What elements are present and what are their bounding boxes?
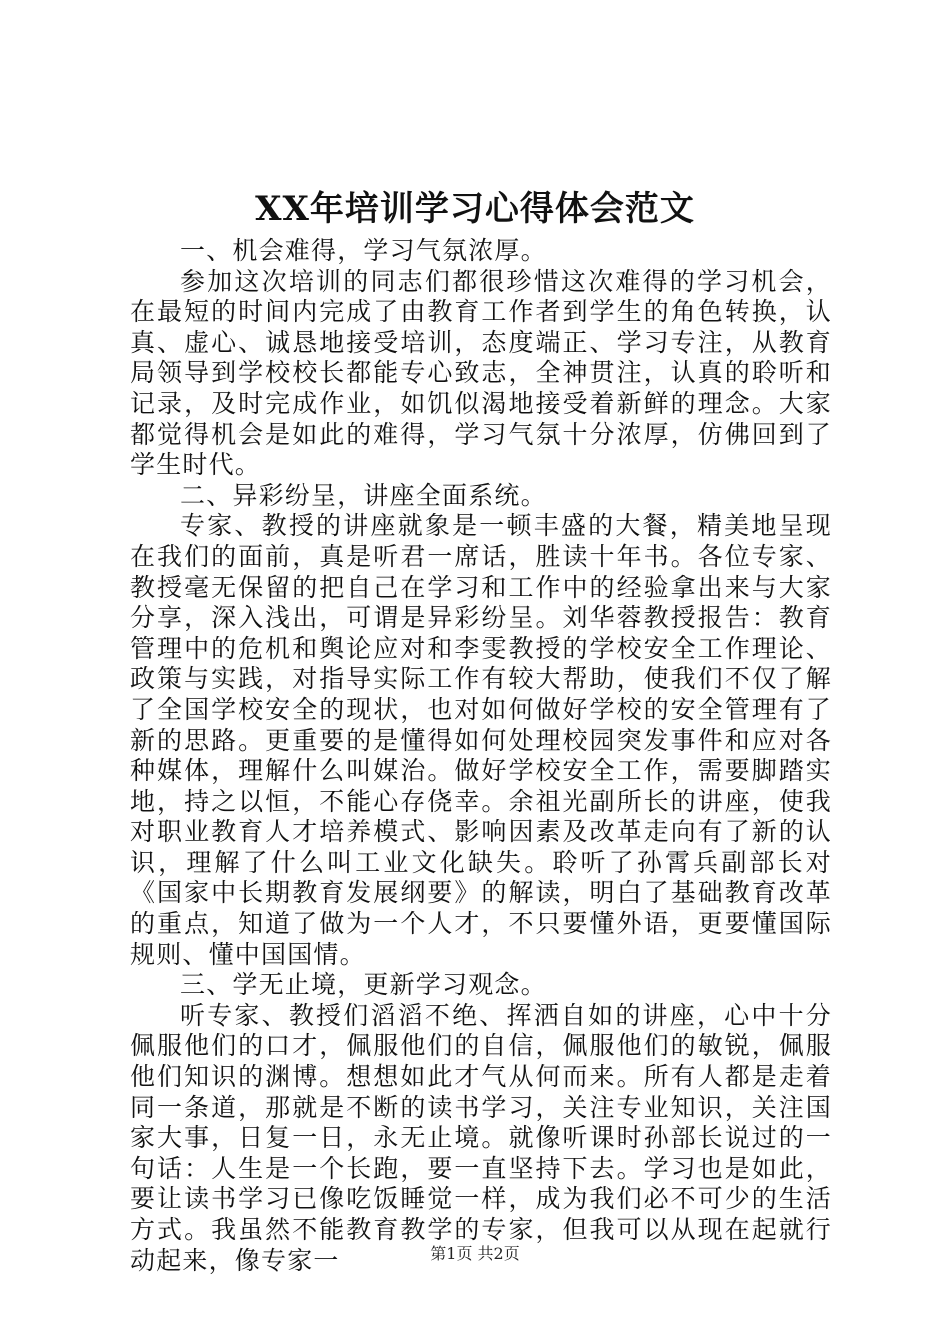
page-footer: 第1页 共2页 — [430, 1244, 520, 1263]
section-heading-1: 一、机会难得，学习气氛浓厚。 — [180, 236, 547, 265]
section-heading-2: 二、异彩纷呈，讲座全面系统。 — [180, 480, 547, 510]
paragraph-2: 专家、教授的讲座就象是一顿丰盛的大餐，精美地呈现在我们的面前，真是听君一席话，胜读十年书。各位专家、教授毫无保留的把自己在学习和工作中的经验拿出来与大家分享，深入浅出，可谓是异彩纷呈。刘华蓉教授报告：教育管理中的危机和舆论应对和李雯教授的学校安全工作理论、政策与实践，对指导实际工作有较大帮助，使我们不仅了解了全国学校安全的现状，也对如何做好学校的安全管理有了新的思路。更重要的是懂得如何处理校园突发事件和应对各种媒体，理解什么叫媒治。做好学校安全工作，需要脚踏实地，持之以恒，不能心存侥幸。余祖光副所长的讲座，使我对职业教育人才培养模式、影响因素及改革走向有了新的认识，理解了什么叫工业文化缺失。聆听了孙霄兵副部长对《国家中长期教育发展纲要》的解读，明白了基础教育改革的重点，知道了做为一个人才，不只要懂外语，更要懂国际规则、懂中国国情。 — [130, 511, 832, 969]
paragraph-3: 听专家、教授们滔滔不绝、挥洒自如的讲座，心中十分佩服他们的口才，佩服他们的自信，佩服他们的敏锐，佩服他们知识的渊博。想想如此才气从何而来。所有人都是走着同一条道，那就是不断的读书学习，关注专业知识，关注国家大事，日复一日，永无止境。就像听课时孙部长说过的一句话：人生是一个长跑，要一直坚持下去。学习也是如此，要让读书学习已像吃饭睡觉一样，成为我们必不可少的生活方式。我虽然不能教育教学的专家，但我可以从现在起就行动起来，像专家一 — [130, 1000, 832, 1275]
document-title: XX年培训学习心得体会范文 — [255, 189, 695, 229]
paragraph-1: 参加这次培训的同志们都很珍惜这次难得的学习机会，在最短的时间内完成了由教育工作者到学生的角色转换，认真、虚心、诚恳地接受培训，态度端正、学习专注，从教育局领导到学校校长都能专心致志，全神贯注，认真的聆听和记录，及时完成作业，如饥似渴地接受着新鲜的理念。大家都觉得机会是如此的难得，学习气氛十分浓厚，仿佛回到了学生时代。 — [130, 266, 832, 480]
document-body — [130, 236, 832, 1276]
section-heading-3: 三、学无止境，更新学习观念。 — [180, 970, 547, 1000]
